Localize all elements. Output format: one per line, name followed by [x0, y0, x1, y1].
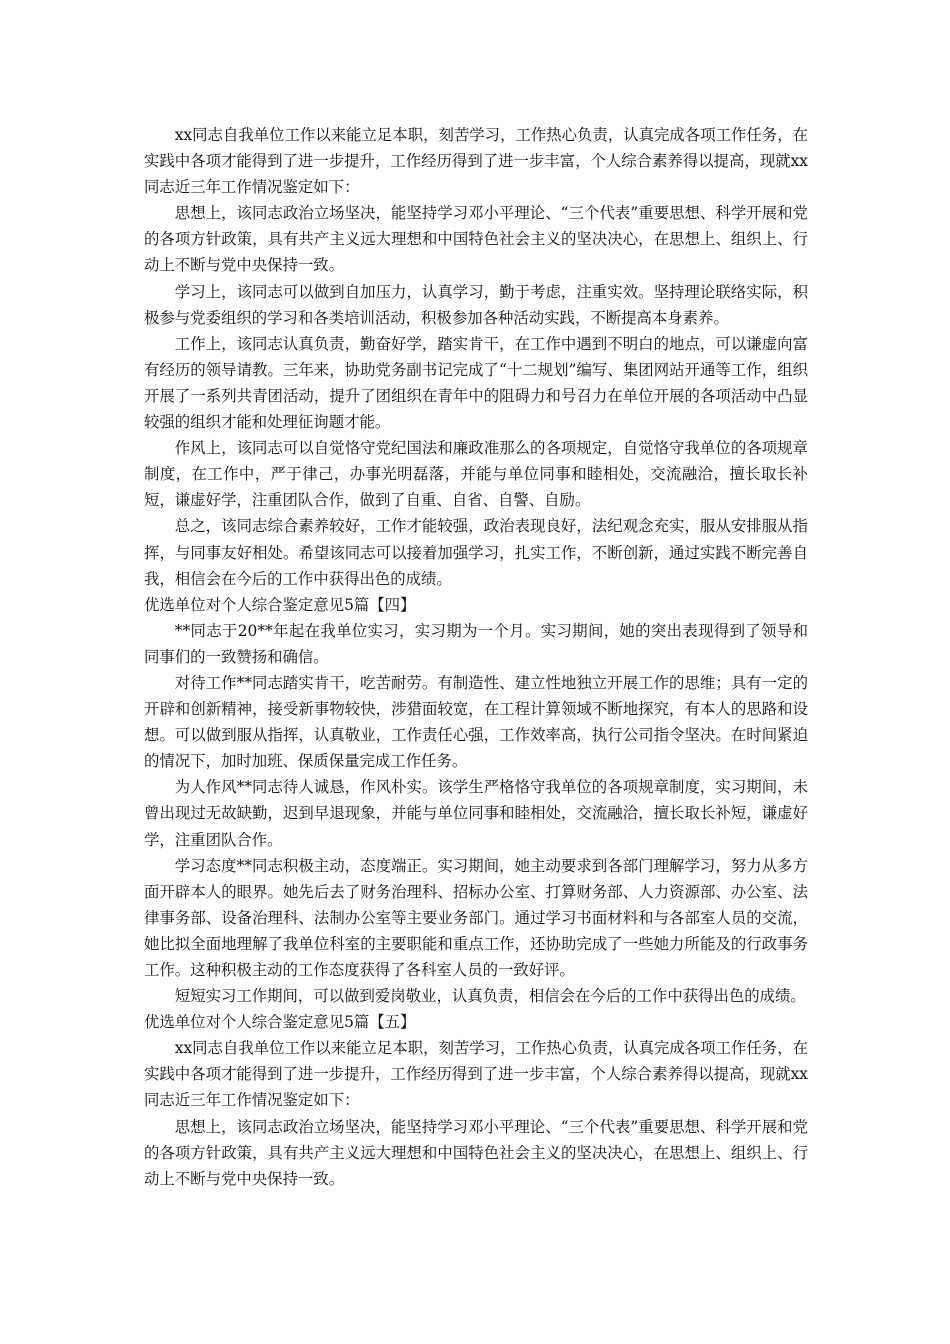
paragraph: 短短实习工作期间，可以做到爱岗敬业，认真负责，相信会在今后的工作中获得出色的成绩。 [174, 987, 806, 1006]
paragraph: xx同志自我单位工作以来能立足本职，刻苦学习，工作热心负责，认真完成各项工作任务，在实践中各项才能得到了进一步提升，工作经历得到了进一步丰富，个人综合素养得以提高，现就xx同志近三年工作情况鉴定如下： [144, 126, 808, 197]
paragraph: xx同志自我单位工作以来能立足本职，刻苦学习，工作热心负责，认真完成各项工作任务，在实践中各项才能得到了进一步提升，工作经历得到了进一步丰富，个人综合素养得以提高，现就xx同志近三年工作情况鉴定如下： [144, 1039, 808, 1110]
paragraph: 思想上，该同志政治立场坚决，能坚持学习邓小平理论、“三个代表”重要思想、科学开展和党的各项方针政策，具有共产主义远大理想和中国特色社会主义的坚决决心，在思想上、组织上、行动上不断与党中央保持一致。 [144, 1117, 808, 1188]
paragraph: **同志于20**年起在我单位实习，实习期为一个月。实习期间，她的突出表现得到了领导和同事们的一致赞扬和确信。 [144, 621, 808, 666]
paragraph: 学习态度**同志积极主动，态度端正。实习期间，她主动要求到各部门理解学习，努力从多方面开辟本人的眼界。她先后去了财务治理科、招标办公室、打算财务部、人力资源部、办公室、法律事务部、设备治理科、法制办公室等主要业务部门。通过学习书面材料和与各部室人员的交流，她比拟全面地理解了我单位科室的主要职能和重点工作，还协助完成了一些她力所能及的行政事务工作。这种积极主动的工作态度获得了各科室人员的一致好评。 [144, 856, 808, 979]
paragraph: 工作上，该同志认真负责，勤奋好学，踏实肯干，在工作中遇到不明白的地点，可以谦虚向富有经历的领导请教。三年来，协助党务副书记完成了“十二规划”编写、集团网站开通等工作，组织开展了一系列共青团活动，提升了团组织在青年中的阻碍力和号召力在单位开展的各项活动中凸显较强的组织才能和处理征询题才能。 [144, 334, 808, 432]
paragraph: 思想上，该同志政治立场坚决，能坚持学习邓小平理论、“三个代表”重要思想、科学开展和党的各项方针政策，具有共产主义远大理想和中国特色社会主义的坚决决心，在思想上、组织上、行动上不断与党中央保持一致。 [144, 204, 808, 275]
document-body [144, 122, 808, 1192]
paragraph: 作风上，该同志可以自觉恪守党纪国法和廉政准那么的各项规定，自觉恪守我单位的各项规章制度，在工作中，严于律己，办事光明磊落，并能与单位同事和睦相处，交流融洽，擅长取长补短，谦虚好学，注重团队合作，做到了自重、自省、自警、自励。 [144, 439, 808, 510]
paragraph: 对待工作**同志踏实肯干，吃苦耐劳。有制造性、建立性地独立开展工作的思维；具有一定的开辟和创新精神，接受新事物较快，涉猎面较宽，在工程计算领域不断地探究，有本人的思路和设想。可以做到服从指挥，认真敬业，工作责任心强，工作效率高，执行公司指令坚决。在时间紧迫的情况下，加时加班、保质保量完成工作任务。 [144, 673, 808, 771]
section-heading: 优选单位对个人综合鉴定意见5篇【四】 [144, 595, 416, 614]
paragraph: 为人作风**同志待人诚恳，作风朴实。该学生严格恪守我单位的各项规章制度，实习期间，未曾出现过无故缺勤，迟到早退现象，并能与单位同事和睦相处，交流融洽，擅长取长补短，谦虚好学，注重团队合作。 [144, 778, 808, 849]
paragraph: 总之，该同志综合素养较好，工作才能较强，政治表现良好，法纪观念充实，服从安排服从指挥，与同事友好相处。希望该同志可以接着加强学习，扎实工作，不断创新，通过实践不断完善自我，相信会在今后的工作中获得出色的成绩。 [144, 517, 808, 588]
paragraph: 学习上，该同志可以做到自加压力，认真学习，勤于考虑，注重实效。坚持理论联络实际，积极参与党委组织的学习和各类培训活动，积极参加各种活动实践，不断提高本身素养。 [144, 282, 808, 327]
section-heading: 优选单位对个人综合鉴定意见5篇【五】 [144, 1013, 416, 1032]
